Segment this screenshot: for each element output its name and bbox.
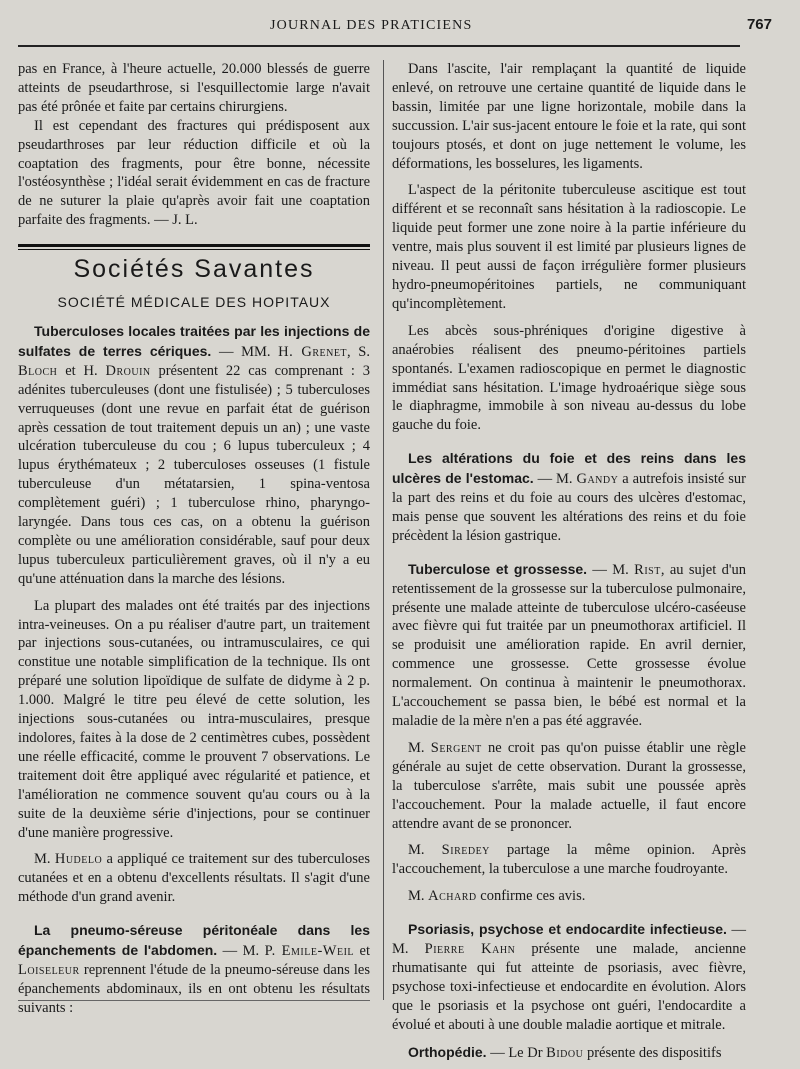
running-head bbox=[0, 18, 800, 42]
report-title: Psoriasis, psychose et endocardite infectieuse. bbox=[408, 921, 727, 938]
journal-title: JOURNAL DES PRATICIENS bbox=[270, 18, 473, 33]
header-rule bbox=[18, 45, 740, 47]
separator: — M. bbox=[217, 943, 265, 960]
author-name: Gandy bbox=[576, 471, 619, 488]
section-rule-top bbox=[18, 244, 370, 247]
report-title: Tuberculose et grossesse. bbox=[408, 560, 588, 577]
paragraph-hudelo bbox=[18, 850, 370, 907]
author-name: H. Grenet bbox=[278, 343, 348, 360]
section-title: Sociétés Savantes bbox=[73, 255, 315, 284]
report-text: présente une malade, ancienne rhumatisante qui fut atteinte de psoriasis, avec fièvre, psychose toxi-infectieuse et endocardite en évolution. Alors que le psoriasis et la psychose ont guéri, l'endocardite a évolué et abouti à une double maladie aortique et mitrale. bbox=[392, 941, 746, 1033]
column-divider bbox=[383, 60, 384, 1000]
paragraph-osteosynthesis: Il est cependant des fractures qui prédisposent aux pseudarthroses par leur réduction difficile et où la coaptation des fragments, pour être bonne, nécessite l'ostéosynthèse ; l'idéal serait évidemment en cas de fracture de ne suturer la plaie qu'après avoir fait une coaptation parfaite des fragments. — J. L. bbox=[18, 117, 370, 229]
report-title: Orthopédie. bbox=[408, 1043, 487, 1060]
paragraph-text: confirme ces avis. bbox=[476, 888, 586, 905]
separator: et bbox=[354, 943, 370, 960]
paragraph-peritonite: L'aspect de la péritonite tuberculeuse ascitique est tout différent et se reconnaît sans hésitation à la radioscopie. Le liquide peut former une zone noire à la partie inférieure du ventre, mais plus souvent il est limité par plusieurs lignes de niveau. Il peut aussi de façon irrégulière former plusieurs hydro-pneumopéritoines partiels, ne communiquant qu'incomplètement. bbox=[392, 182, 746, 312]
paragraph-abces: Les abcès sous-phréniques d'origine digestive à anaérobies réalisent des pneumo-péritoines partiels spontanés. L'examen radioscopique en permet le diagnostic immédiat sans hésitation. L'image hydroaérique siège sous le diaphragme, immobile à son niveau au-dessus du lobe gauche du foie. bbox=[392, 322, 746, 434]
title-prefix: M. bbox=[408, 888, 429, 905]
author-name: Loiseleur bbox=[18, 961, 80, 978]
separator: — Le Dr bbox=[486, 1044, 547, 1061]
paragraph-injections: La plupart des malades ont été traités par des injections intra-veineuses. On a pu réaliser d'autre part, un traitement par injections sous-cutanées, ou intramusculaires, ce qui constitue une notable simplification de la technique. Ils ont préparé une solution lipoïdique de sulfate de didyme à 2 p. 1.000. Malgré le titre peu élevé de cette solution, les injections sous-cutanées ou intra-musculaires, presque indolores, faites à la dose de 2 centimètres cubes, possèdent une réelle efficacité, comme le prouvent 7 observations. Le traitement doit être appliqué avec régularité et patience, et l'amélioration ne commence souvent qu'au cours ou à la suite de la deuxième série d'injections, pour se continuer d'une manière progressive. bbox=[18, 597, 370, 841]
report-pneumo-sereuse bbox=[18, 921, 370, 1018]
author-name: Rist bbox=[634, 561, 661, 578]
paragraph-text: a appliqué ce traitement sur des tuberculoses cutanées et en a obtenu d'excellents résultats. Il s'agit d'une méthode d'un grand avenir. bbox=[18, 851, 370, 906]
right-column bbox=[392, 60, 746, 1063]
author-name: Siredey bbox=[441, 842, 490, 859]
society-title: SOCIÉTÉ MÉDICALE DES HOPITAUX bbox=[57, 294, 331, 311]
report-alterations-foie bbox=[392, 449, 746, 546]
report-text: , au sujet d'un retentissement de la grossesse sur la tuberculose pulmonaire, présente une malade atteinte de tuberculose ulcéro-caséeuse avec fièvre qui fut traitée par un pneumothorax artificiel. Il se produisit une amélioration rapide. En avril dernier, commence une grossesse. Cette grossesse évolue normalement. On continua à maintenir le pneumothorax. L'accouchement se passa bien, le bébé est normal et la maladie de la mère n'en a pas été aggravée. bbox=[392, 561, 746, 729]
bottom-rule bbox=[18, 1000, 370, 1001]
separator: — M. bbox=[533, 471, 577, 488]
report-tuberculose-grossesse bbox=[392, 560, 746, 731]
report-text: présente des dispositifs bbox=[583, 1044, 722, 1061]
report-title: Les altérations du foie et des reins dans les ulcères de l'estomac. bbox=[392, 450, 746, 487]
paragraph-continuation: pas en France, à l'heure actuelle, 20.000 blessés de guerre atteints de pseudarthrose, si l'esquillectomie large n'avait pas été prônée et faite par certains chirurgiens. bbox=[18, 61, 370, 115]
author-name: Hudelo bbox=[54, 851, 103, 868]
separator: et H. bbox=[57, 362, 106, 379]
paragraph-text: partage la même opinion. Après l'accouchement, la tuberculose a une marche foudroyante. bbox=[392, 842, 746, 878]
report-title: La pneumo-séreuse péritonéale dans les épanchements de l'abdomen. bbox=[18, 922, 370, 959]
paragraph-siredey bbox=[392, 841, 746, 879]
separator: , S. bbox=[347, 343, 370, 360]
report-psoriasis bbox=[392, 920, 746, 1034]
report-title: Tuberculoses locales traitées par les injections de sulfates de terres cériques. bbox=[18, 322, 370, 359]
author-name: Pierre Kahn bbox=[424, 941, 516, 958]
title-prefix: M. bbox=[408, 842, 442, 859]
author-name: Bidou bbox=[546, 1044, 584, 1061]
report-text: présentent 22 cas comprenant : 3 adénites tuberculeuses (dont une fistulisée) ; 5 tuberculoses verruqueuses (dont une revue en parfait état de guérison après cessation de tout traitement depuis un an) ; une vaste ulcération tuberculeuse du cou ; 6 lupus tuberculeux ; 4 lupus érythémateux ; 2 tuberculoses osseuses (1 fistule tuberculeuse d'un métatarsien, 1 spina-ventosa complètement guéri) ; 1 tuberculose rhino, pharyngo-laryngée. Dans tous ces cas, on a obtenu la guérison complète ou une amélioration considérable, sauf pour deux lupus tuberculeux particulièrement graves, où il n'y a eu qu'une atténuation dans la marche des lésions. bbox=[18, 362, 371, 587]
report-text: reprennent l'étude de la pneumo-séreuse dans les épanchements abdominaux, ils en ont obtenu les résultats suivants : bbox=[18, 961, 370, 1016]
author-name: Bloch bbox=[18, 362, 58, 379]
paragraph-ascite: Dans l'ascite, l'air remplaçant la quantité de liquide enlevé, on retrouve une certaine quantité de liquide dans le bassin, limitée par une ligne horizontale, mobile dans la succussion. L'air sus-jacent entoure le foie et la rate, qui sont toujours ptosés, et dont on juge nettement le volume, les déformations, les bosselures, les ligaments. bbox=[392, 61, 746, 172]
report-text: a autrefois insisté sur la part des reins et du foie au cours des ulcères d'estomac, mais pense que souvent les altérations des reins et du foie précèdent la lésion gastrique. bbox=[392, 471, 746, 544]
paragraph-sergent bbox=[392, 739, 746, 834]
page-number: 767 bbox=[746, 16, 772, 33]
separator: — M. bbox=[392, 922, 747, 958]
report-orthopedie bbox=[392, 1043, 746, 1063]
left-column bbox=[18, 60, 370, 1018]
separator: — M. bbox=[587, 561, 635, 578]
paragraph-achard bbox=[392, 887, 746, 906]
report-tuberculoses-locales bbox=[18, 322, 370, 589]
separator: — MM. bbox=[211, 343, 279, 360]
author-name: Drouin bbox=[105, 362, 151, 379]
paragraph-text: ne croit pas qu'on puisse établir une règle générale au sujet de cette observation. Durant la grossesse, la tuberculose s'arrête, mais subit une poussée après l'accouchement. Pour la malade actuelle, il faut encore attendre avant de se prononcer. bbox=[392, 739, 746, 832]
section-rule-bottom bbox=[18, 249, 370, 250]
author-name: Sergent bbox=[430, 739, 482, 756]
title-prefix: M. bbox=[408, 739, 431, 756]
author-name: Achard bbox=[428, 888, 477, 905]
author-name: P. Emile-Weil bbox=[264, 943, 355, 960]
title-prefix: M. bbox=[34, 851, 55, 868]
